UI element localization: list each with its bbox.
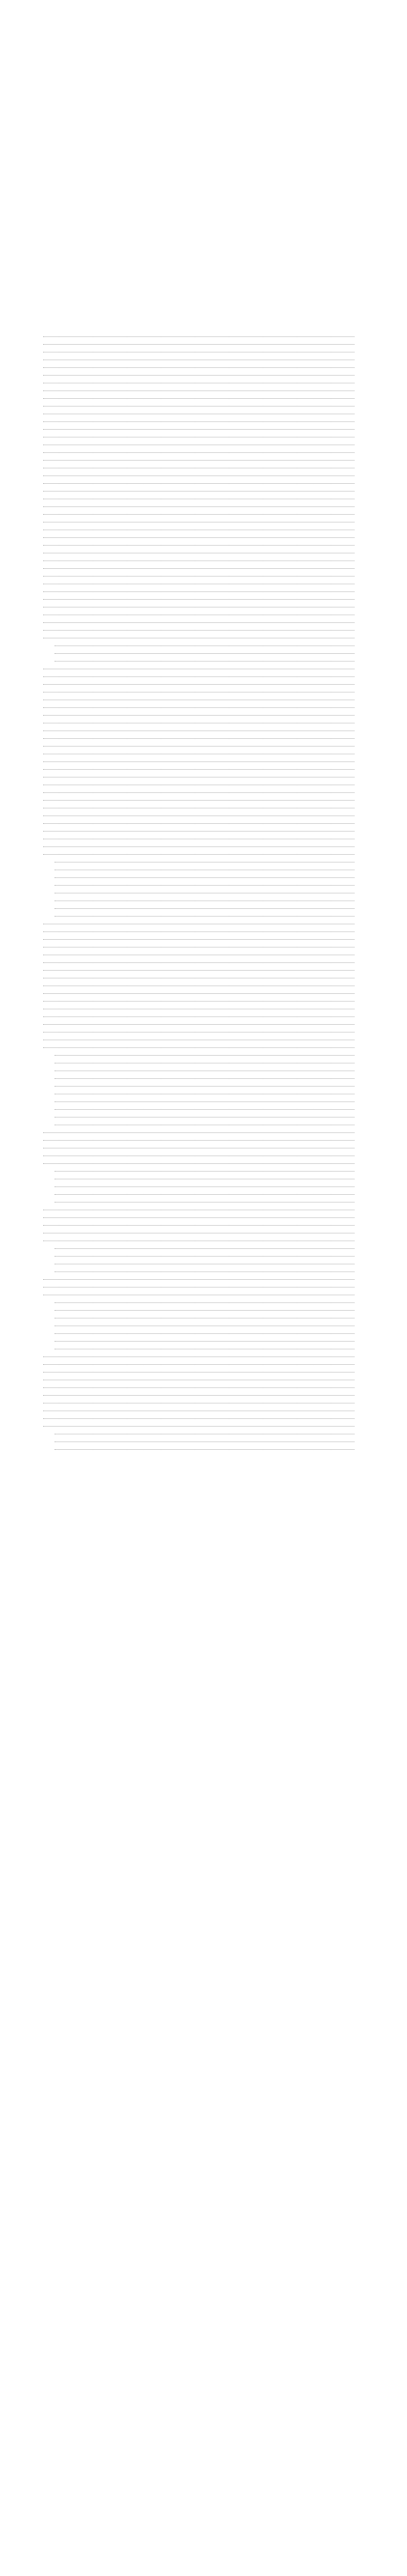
toc-entry[interactable] bbox=[41, 1101, 366, 1109]
toc-entry[interactable] bbox=[41, 468, 366, 476]
toc-entry[interactable] bbox=[41, 692, 366, 700]
toc-entry[interactable] bbox=[41, 854, 366, 862]
toc-entry[interactable] bbox=[41, 615, 366, 622]
toc-entry[interactable] bbox=[41, 445, 366, 452]
toc-entry[interactable] bbox=[41, 514, 366, 522]
toc-leader-dots bbox=[43, 336, 354, 337]
chapter-paragraph bbox=[41, 1788, 366, 1797]
chapter-subheading bbox=[41, 1559, 366, 1566]
toc-leader-dots bbox=[43, 506, 354, 507]
chapter-paragraph bbox=[41, 1682, 366, 1691]
chapter-paragraph bbox=[41, 1927, 366, 1936]
chapter-paragraph bbox=[41, 1777, 366, 1786]
toc-entry[interactable] bbox=[41, 993, 366, 1001]
toc-leader-dots bbox=[43, 1047, 354, 1048]
toc-leader-dots bbox=[43, 1016, 354, 1017]
toc-entry[interactable] bbox=[41, 1272, 366, 1279]
toc-entry[interactable] bbox=[41, 808, 366, 816]
toc-entry[interactable] bbox=[41, 1094, 366, 1101]
toc-entry[interactable] bbox=[41, 1210, 366, 1217]
toc-leader-dots bbox=[43, 931, 354, 932]
preface-paragraph bbox=[41, 63, 366, 72]
toc-entry[interactable] bbox=[41, 955, 366, 962]
chapter bbox=[41, 1722, 366, 1946]
toc-entry[interactable] bbox=[41, 622, 366, 630]
chapter-paragraph bbox=[41, 1543, 366, 1552]
toc-entry[interactable] bbox=[41, 584, 366, 591]
toc-leader-dots bbox=[43, 800, 354, 801]
toc-entry[interactable] bbox=[41, 630, 366, 638]
preface-paragraph bbox=[41, 172, 366, 180]
toc-leader-dots bbox=[43, 630, 354, 631]
toc-leader-dots bbox=[43, 962, 354, 963]
toc-entry[interactable] bbox=[41, 499, 366, 506]
chapter-paragraph bbox=[41, 1580, 366, 1589]
preface-paragraph bbox=[41, 236, 366, 245]
toc-leader-dots bbox=[43, 1418, 354, 1419]
toc-leader-dots bbox=[43, 854, 354, 855]
toc-entry[interactable] bbox=[41, 1187, 366, 1194]
toc-leader-dots bbox=[43, 993, 354, 994]
toc-entry[interactable] bbox=[41, 1040, 366, 1047]
toc-entry[interactable] bbox=[41, 1426, 366, 1434]
toc-entry[interactable] bbox=[41, 1341, 366, 1349]
toc-leader-dots bbox=[43, 483, 354, 484]
toc-entry[interactable] bbox=[41, 1001, 366, 1009]
toc-entry[interactable] bbox=[41, 1179, 366, 1187]
preface-paragraph bbox=[41, 85, 366, 94]
toc-entry[interactable] bbox=[41, 870, 366, 877]
toc-entry[interactable] bbox=[41, 1395, 366, 1403]
toc-entry[interactable] bbox=[41, 792, 366, 800]
toc-leader-dots bbox=[55, 916, 354, 917]
preface-paragraph bbox=[41, 74, 366, 83]
chapter-paragraph bbox=[41, 1868, 366, 1877]
toc-entry[interactable] bbox=[41, 1047, 366, 1055]
toc-entry[interactable] bbox=[41, 1156, 366, 1163]
toc-leader-dots bbox=[43, 707, 354, 708]
preface-paragraph bbox=[41, 247, 366, 256]
chapter-intro bbox=[41, 1740, 366, 1749]
toc-leader-dots bbox=[55, 1310, 354, 1311]
toc-section bbox=[41, 314, 366, 1457]
toc-entry[interactable] bbox=[41, 375, 366, 383]
toc-entry[interactable] bbox=[41, 607, 366, 615]
chapter-paragraph bbox=[41, 1634, 366, 1643]
toc-entry[interactable] bbox=[41, 1009, 366, 1016]
toc-entry[interactable] bbox=[41, 761, 366, 769]
toc-entry[interactable] bbox=[41, 715, 366, 723]
toc-entry[interactable] bbox=[41, 553, 366, 561]
toc-entry[interactable] bbox=[41, 1225, 366, 1233]
chapter-paragraph bbox=[41, 1814, 366, 1823]
preface-body bbox=[41, 53, 366, 278]
toc-leader-dots bbox=[43, 537, 354, 538]
toc-leader-dots bbox=[55, 1109, 354, 1110]
toc-leader-dots bbox=[55, 885, 354, 886]
preface-section bbox=[41, 30, 366, 298]
toc-leader-dots bbox=[55, 1171, 354, 1172]
chapter-paragraph bbox=[41, 1602, 366, 1611]
toc-entry[interactable] bbox=[41, 676, 366, 684]
toc-title bbox=[41, 314, 366, 325]
toc-leader-dots bbox=[43, 1217, 354, 1218]
toc-entry[interactable] bbox=[41, 1148, 366, 1156]
chapter-paragraph bbox=[41, 1938, 366, 1946]
chapter-paragraph bbox=[41, 1879, 366, 1888]
toc-entry[interactable] bbox=[41, 731, 366, 738]
toc-leader-dots bbox=[43, 746, 354, 747]
toc-entry[interactable] bbox=[41, 360, 366, 367]
toc-entry[interactable] bbox=[41, 846, 366, 854]
toc-entry[interactable] bbox=[41, 646, 366, 653]
toc-entry[interactable] bbox=[41, 1117, 366, 1125]
toc-entry[interactable] bbox=[41, 1418, 366, 1426]
toc-leader-dots bbox=[43, 1387, 354, 1388]
preface-paragraph bbox=[41, 96, 366, 105]
toc-leader-dots bbox=[43, 1426, 354, 1427]
chapter-paragraph bbox=[41, 1693, 366, 1702]
toc-leader-dots bbox=[43, 491, 354, 492]
toc-leader-dots bbox=[43, 398, 354, 399]
toc-entry[interactable] bbox=[41, 522, 366, 530]
toc-entry[interactable] bbox=[41, 1364, 366, 1372]
toc-leader-dots bbox=[43, 1163, 354, 1164]
toc-entry[interactable] bbox=[41, 1202, 366, 1210]
toc-entry[interactable] bbox=[41, 661, 366, 669]
toc-entry[interactable] bbox=[41, 452, 366, 460]
chapter-paragraph bbox=[41, 1521, 366, 1530]
toc-entry[interactable] bbox=[41, 939, 366, 947]
chapter-paragraph bbox=[41, 1890, 366, 1899]
toc-leader-dots bbox=[43, 1279, 354, 1280]
toc-entry[interactable] bbox=[41, 901, 366, 908]
toc-leader-dots bbox=[43, 460, 354, 461]
preface-paragraph bbox=[41, 258, 366, 267]
toc-leader-dots bbox=[43, 823, 354, 824]
toc-entry[interactable] bbox=[41, 437, 366, 445]
toc-entry[interactable] bbox=[41, 723, 366, 731]
toc-leader-dots bbox=[55, 1341, 354, 1342]
toc-entry[interactable] bbox=[41, 1140, 366, 1148]
chapter-paragraph bbox=[41, 1825, 366, 1834]
toc-entry[interactable] bbox=[41, 839, 366, 846]
toc-entry[interactable] bbox=[41, 1194, 366, 1202]
toc-entry[interactable] bbox=[41, 885, 366, 893]
preface-paragraph bbox=[41, 269, 366, 278]
toc-entry[interactable] bbox=[41, 1380, 366, 1387]
chapters-container bbox=[41, 1478, 366, 1946]
toc-entry[interactable] bbox=[41, 1132, 366, 1140]
chapter-paragraph bbox=[41, 1591, 366, 1600]
toc-entry[interactable] bbox=[41, 1171, 366, 1179]
toc-entry[interactable] bbox=[41, 1233, 366, 1241]
toc-entry[interactable] bbox=[41, 746, 366, 754]
toc-entry[interactable] bbox=[41, 962, 366, 970]
toc-entry[interactable] bbox=[41, 908, 366, 916]
toc-leader-dots bbox=[43, 599, 354, 600]
chapter-paragraph bbox=[41, 1671, 366, 1680]
toc-leader-dots bbox=[55, 1248, 354, 1249]
toc-entry[interactable] bbox=[41, 561, 366, 568]
toc-entry[interactable] bbox=[41, 1295, 366, 1302]
toc-entry[interactable] bbox=[41, 1016, 366, 1024]
toc-entry[interactable] bbox=[41, 978, 366, 986]
toc-entry[interactable] bbox=[41, 1279, 366, 1287]
toc-entry[interactable] bbox=[41, 367, 366, 375]
toc-entry[interactable] bbox=[41, 1349, 366, 1357]
toc-leader-dots bbox=[43, 1140, 354, 1141]
preface-paragraph bbox=[41, 150, 366, 159]
toc-leader-dots bbox=[43, 576, 354, 577]
toc-leader-dots bbox=[43, 769, 354, 770]
toc-leader-dots bbox=[55, 1302, 354, 1303]
toc-entry[interactable] bbox=[41, 1241, 366, 1248]
toc-entry[interactable] bbox=[41, 1109, 366, 1117]
toc-entry[interactable] bbox=[41, 684, 366, 692]
toc-entry[interactable] bbox=[41, 1302, 366, 1310]
toc-leader-dots bbox=[43, 684, 354, 685]
toc-leader-dots bbox=[55, 1078, 354, 1079]
preface-paragraph bbox=[41, 193, 366, 202]
toc-entry[interactable] bbox=[41, 1125, 366, 1132]
toc-entry[interactable] bbox=[41, 568, 366, 576]
toc-leader-dots bbox=[55, 908, 354, 909]
toc-entry[interactable] bbox=[41, 599, 366, 607]
toc-entry[interactable] bbox=[41, 1372, 366, 1380]
chapter-title bbox=[41, 1478, 366, 1488]
toc-leader-dots bbox=[55, 1256, 354, 1257]
toc-leader-dots bbox=[43, 514, 354, 515]
toc-leader-dots bbox=[43, 545, 354, 546]
toc-entry[interactable] bbox=[41, 429, 366, 437]
chapter-subheading bbox=[41, 1906, 366, 1913]
toc-entry[interactable] bbox=[41, 1318, 366, 1326]
chapter-subheading bbox=[41, 1661, 366, 1668]
chapter-paragraph bbox=[41, 1836, 366, 1844]
toc-leader-dots bbox=[43, 715, 354, 716]
preface-signature bbox=[41, 291, 366, 298]
chapter-paragraph bbox=[41, 1645, 366, 1654]
toc-leader-dots bbox=[43, 452, 354, 453]
toc-entry[interactable] bbox=[41, 823, 366, 831]
toc-entry[interactable] bbox=[41, 391, 366, 398]
chapter-paragraph bbox=[41, 1916, 366, 1925]
toc-entry[interactable] bbox=[41, 738, 366, 746]
toc-entry[interactable] bbox=[41, 777, 366, 785]
preface-paragraph bbox=[41, 215, 366, 224]
toc-entry[interactable] bbox=[41, 414, 366, 421]
toc-entry[interactable] bbox=[41, 986, 366, 993]
toc-entry[interactable] bbox=[41, 1055, 366, 1063]
toc-entry[interactable] bbox=[41, 769, 366, 777]
toc-leader-dots bbox=[43, 1132, 354, 1133]
chapter-title bbox=[41, 1722, 366, 1733]
chapter-paragraph bbox=[41, 1569, 366, 1578]
chapter-subheading bbox=[41, 1511, 366, 1518]
toc-entry[interactable] bbox=[41, 1256, 366, 1264]
toc-leader-dots bbox=[43, 367, 354, 368]
toc-entry[interactable] bbox=[41, 421, 366, 429]
toc-entry[interactable] bbox=[41, 970, 366, 978]
toc-entry[interactable] bbox=[41, 1326, 366, 1333]
toc-entry[interactable] bbox=[41, 476, 366, 483]
toc-leader-dots bbox=[43, 1395, 354, 1396]
chapter-paragraph bbox=[41, 1846, 366, 1855]
toc-leader-dots bbox=[43, 761, 354, 762]
toc-entry[interactable] bbox=[41, 707, 366, 715]
toc-leader-dots bbox=[55, 1086, 354, 1087]
toc-entry[interactable] bbox=[41, 398, 366, 406]
toc-leader-dots bbox=[55, 653, 354, 654]
preface-paragraph bbox=[41, 107, 366, 115]
toc-entry[interactable] bbox=[41, 669, 366, 676]
preface-paragraph bbox=[41, 226, 366, 234]
preface-paragraph bbox=[41, 182, 366, 191]
toc-entry[interactable] bbox=[41, 1163, 366, 1171]
toc-entry[interactable] bbox=[41, 1449, 366, 1457]
toc-entry[interactable] bbox=[41, 638, 366, 646]
toc-leader-dots bbox=[43, 939, 354, 940]
toc-leader-dots bbox=[43, 344, 354, 345]
chapter-subheading bbox=[41, 1804, 366, 1811]
toc-entry[interactable] bbox=[41, 700, 366, 707]
toc-leader-dots bbox=[43, 846, 354, 847]
toc-entry[interactable] bbox=[41, 344, 366, 352]
toc-entry[interactable] bbox=[41, 1078, 366, 1086]
toc-entry[interactable] bbox=[41, 1024, 366, 1032]
chapter-paragraph bbox=[41, 1857, 366, 1866]
toc-leader-dots bbox=[55, 877, 354, 878]
preface-paragraph bbox=[41, 128, 366, 137]
toc-list bbox=[41, 336, 366, 1457]
chapter-paragraph bbox=[41, 1613, 366, 1621]
toc-leader-dots bbox=[43, 421, 354, 422]
toc-entry[interactable] bbox=[41, 545, 366, 553]
toc-entry[interactable] bbox=[41, 754, 366, 761]
toc-leader-dots bbox=[43, 568, 354, 569]
toc-leader-dots bbox=[43, 591, 354, 592]
toc-leader-dots bbox=[43, 1364, 354, 1365]
chapter-paragraph bbox=[41, 1623, 366, 1632]
preface-paragraph bbox=[41, 139, 366, 148]
toc-entry[interactable] bbox=[41, 591, 366, 599]
toc-leader-dots bbox=[55, 661, 354, 662]
toc-entry[interactable] bbox=[41, 576, 366, 584]
chapter-intro bbox=[41, 1495, 366, 1504]
toc-entry[interactable] bbox=[41, 916, 366, 924]
toc-entry[interactable] bbox=[41, 1357, 366, 1364]
chapter-paragraph bbox=[41, 1766, 366, 1775]
toc-entry[interactable] bbox=[41, 530, 366, 537]
toc-entry[interactable] bbox=[41, 1411, 366, 1418]
toc-entry[interactable] bbox=[41, 653, 366, 661]
toc-entry[interactable] bbox=[41, 1264, 366, 1272]
toc-leader-dots bbox=[43, 676, 354, 677]
toc-entry[interactable] bbox=[41, 816, 366, 823]
toc-leader-dots bbox=[43, 831, 354, 832]
toc-entry[interactable] bbox=[41, 352, 366, 360]
preface-paragraph bbox=[41, 204, 366, 213]
toc-entry[interactable] bbox=[41, 336, 366, 344]
toc-entry[interactable] bbox=[41, 862, 366, 870]
chapter-subheading bbox=[41, 1756, 366, 1763]
toc-entry[interactable] bbox=[41, 924, 366, 931]
preface-title bbox=[41, 30, 366, 41]
preface-paragraph bbox=[41, 117, 366, 126]
toc-leader-dots bbox=[43, 375, 354, 376]
toc-leader-dots bbox=[43, 792, 354, 793]
toc-entry[interactable] bbox=[41, 1217, 366, 1225]
toc-entry[interactable] bbox=[41, 1063, 366, 1071]
toc-entry[interactable] bbox=[41, 1434, 366, 1442]
toc-leader-dots bbox=[43, 622, 354, 623]
toc-leader-dots bbox=[43, 429, 354, 430]
toc-leader-dots bbox=[43, 1001, 354, 1002]
toc-entry[interactable] bbox=[41, 1032, 366, 1040]
toc-leader-dots bbox=[55, 1194, 354, 1195]
toc-entry[interactable] bbox=[41, 1071, 366, 1078]
toc-leader-dots bbox=[55, 1101, 354, 1102]
toc-entry[interactable] bbox=[41, 931, 366, 939]
toc-leader-dots bbox=[55, 1055, 354, 1056]
toc-entry[interactable] bbox=[41, 831, 366, 839]
toc-entry[interactable] bbox=[41, 1248, 366, 1256]
toc-leader-dots bbox=[43, 1024, 354, 1025]
toc-entry[interactable] bbox=[41, 785, 366, 792]
chapter bbox=[41, 1478, 366, 1702]
toc-entry[interactable] bbox=[41, 483, 366, 491]
toc-leader-dots bbox=[55, 1333, 354, 1334]
toc-entry[interactable] bbox=[41, 537, 366, 545]
toc-entry[interactable] bbox=[41, 460, 366, 468]
toc-entry[interactable] bbox=[41, 1086, 366, 1094]
toc-entry[interactable] bbox=[41, 1287, 366, 1295]
toc-leader-dots bbox=[55, 1449, 354, 1450]
toc-entry[interactable] bbox=[41, 383, 366, 391]
toc-entry[interactable] bbox=[41, 947, 366, 955]
toc-entry[interactable] bbox=[41, 800, 366, 808]
toc-entry[interactable] bbox=[41, 1310, 366, 1318]
toc-entry[interactable] bbox=[41, 406, 366, 414]
toc-entry[interactable] bbox=[41, 1442, 366, 1449]
preface-paragraph bbox=[41, 161, 366, 170]
toc-entry[interactable] bbox=[41, 877, 366, 885]
preface-paragraph bbox=[41, 53, 366, 61]
chapter-paragraph bbox=[41, 1532, 366, 1541]
toc-entry[interactable] bbox=[41, 1387, 366, 1395]
toc-leader-dots bbox=[43, 1225, 354, 1226]
toc-entry[interactable] bbox=[41, 506, 366, 514]
toc-entry[interactable] bbox=[41, 893, 366, 901]
toc-entry[interactable] bbox=[41, 1333, 366, 1341]
toc-leader-dots bbox=[43, 738, 354, 739]
toc-entry[interactable] bbox=[41, 491, 366, 499]
toc-entry[interactable] bbox=[41, 1403, 366, 1411]
toc-leader-dots bbox=[43, 970, 354, 971]
